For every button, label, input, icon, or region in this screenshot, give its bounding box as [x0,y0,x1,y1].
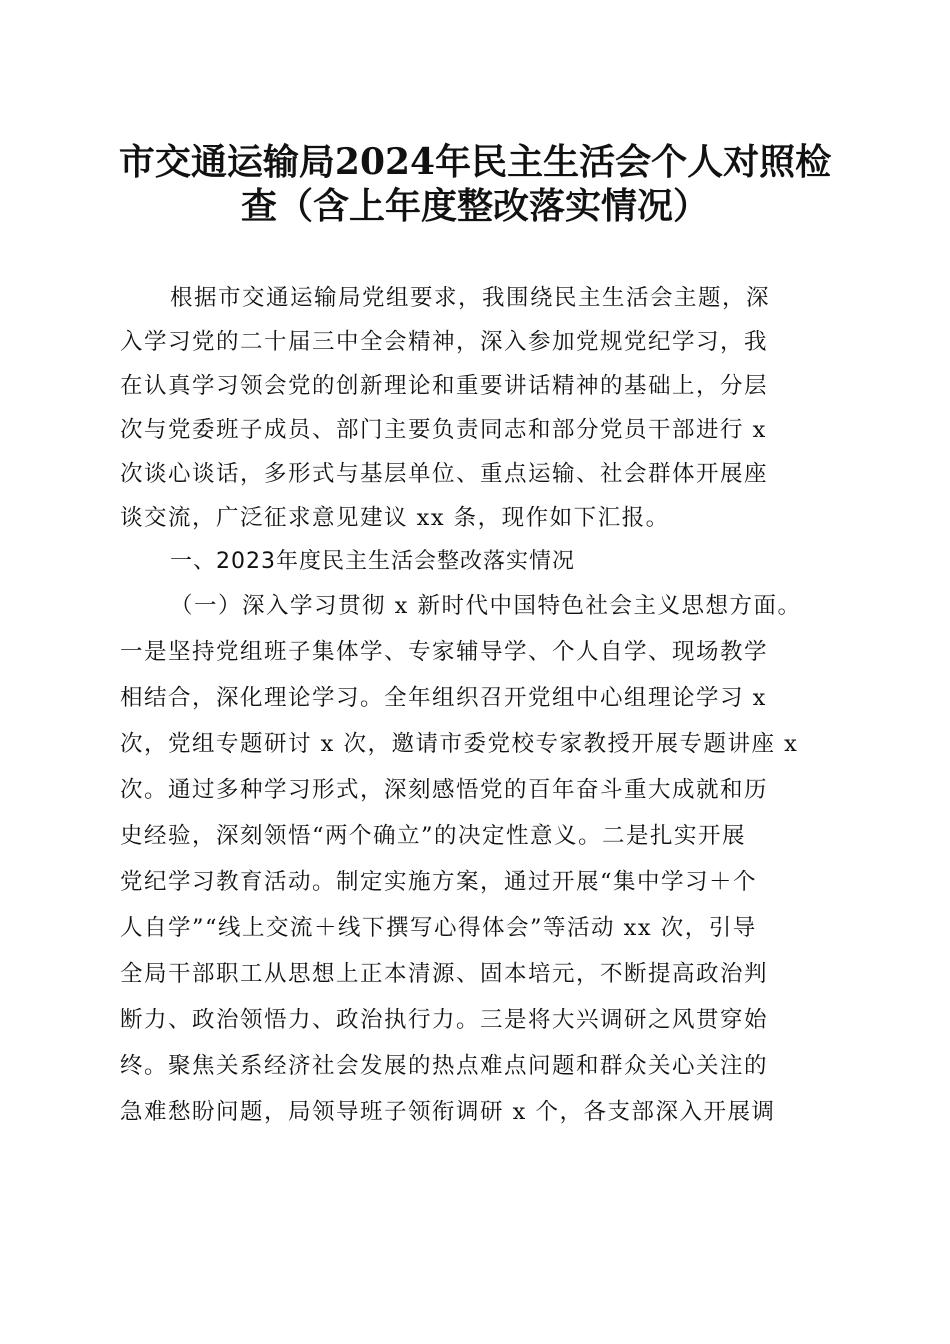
document-title-line-1: 市交通运输局2024年民主生活会个人对照检 [118,141,832,183]
document-title-line-2: 查（含上年度整改落实情况） [240,185,709,227]
subsection-line-3: 相结合，深化理论学习。全年组织召开党组中心组理论学习 x [120,685,767,711]
subsection-line-11: 终。聚焦关系经济社会发展的热点难点问题和群众关心关注的 [120,1053,769,1079]
subsection-line-12: 急难愁盼问题，局领导班子领衔调研 x 个，各支部深入开展调 [120,1099,776,1125]
subsection-line-4: 次，党组专题研讨 x 次，邀请市委党校专家教授开展专题讲座 x [120,731,799,757]
intro-line-5: 次谈心谈话，多形式与基层单位、重点运输、社会群体开展座 [120,461,769,487]
subsection-line-9: 全局干部职工从思想上正本清源、固本培元，不断提高政治判 [120,961,769,987]
intro-line-6: 谈交流，广泛征求意见建议 xx 条，现作如下汇报。 [120,505,670,531]
subsection-line-7: 党纪学习教育活动。制定实施方案，通过开展“集中学习＋个 [120,869,758,895]
intro-line-4: 次与党委班子成员、部门主要负责同志和部分党员干部进行 x [120,417,767,443]
intro-line-2: 入学习党的二十届三中全会精神，深入参加党规党纪学习，我 [120,329,769,355]
section-heading-1: 一、2023年度民主生活会整改落实情况 [170,549,575,574]
subsection-line-8: 人自学”“线上交流＋线下撰写心得体会”等活动 xx 次，引导 [120,915,757,941]
subsection-line-5: 次。通过多种学习形式，深刻感悟党的百年奋斗重大成就和历 [120,777,769,803]
subsection-line-6: 史经验，深刻领悟“两个确立”的决定性意义。二是扎实开展 [120,823,747,849]
intro-line-1: 根据市交通运输局党组要求，我围绕民主生活会主题，深 [170,285,771,311]
subsection-line-10: 断力、政治领悟力、政治执行力。三是将大兴调研之风贯穿始 [120,1007,769,1033]
subsection-line-1: （一）深入学习贯彻 x 新时代中国特色社会主义思想方面。 [170,593,802,619]
subsection-line-2: 一是坚持党组班子集体学、专家辅导学、个人自学、现场教学 [120,639,769,665]
intro-line-3: 在认真学习领会党的创新理论和重要讲话精神的基础上，分层 [120,373,769,399]
